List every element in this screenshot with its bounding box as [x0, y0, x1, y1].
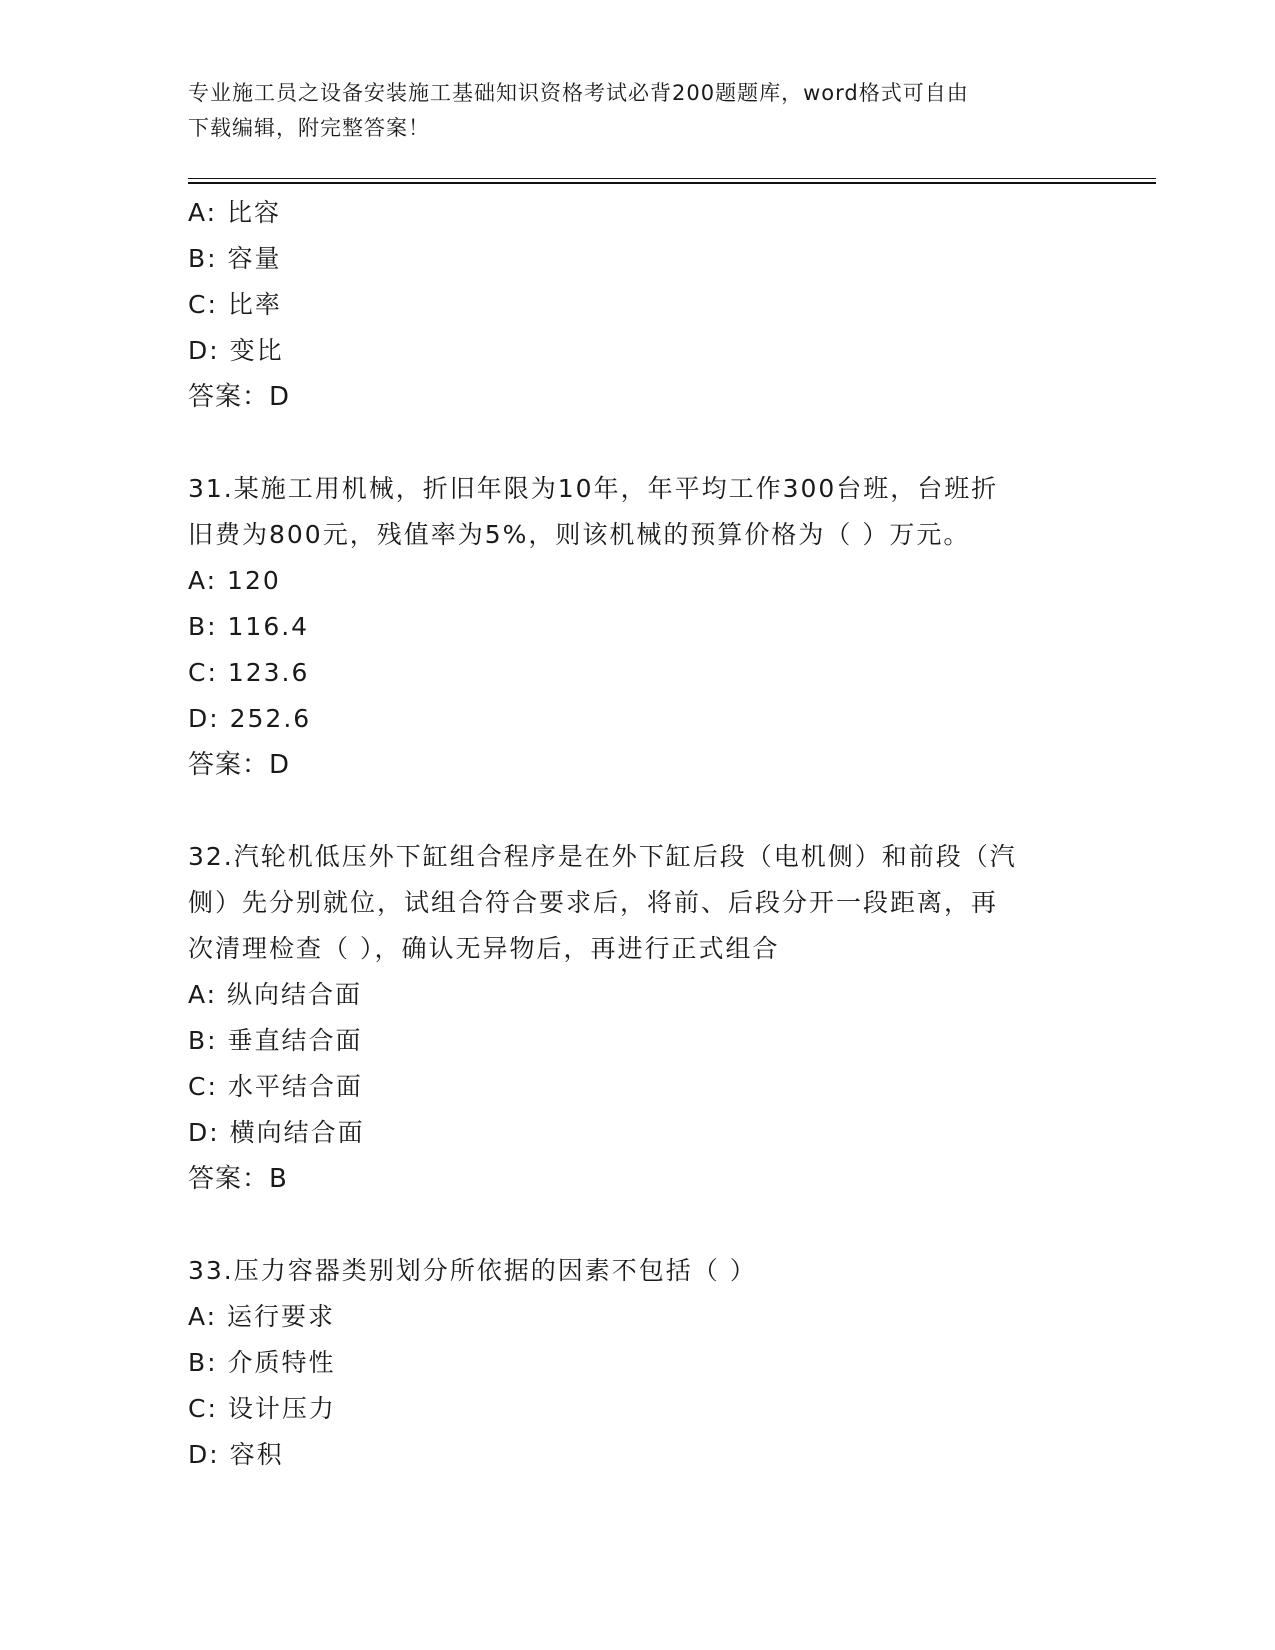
option-b: B: 容量 [188, 244, 282, 273]
option-b: B: 垂直结合面 [188, 1026, 363, 1055]
question-text: 旧费为800元，残值率为5%，则该机械的预算价格为（ ）万元。 [188, 520, 971, 549]
option-a: A: 纵向结合面 [188, 980, 363, 1009]
question-33 [188, 1248, 1088, 1478]
question-text: 33.压力容器类别划分所依据的因素不包括（ ） [188, 1256, 757, 1285]
option-a: A: 比容 [188, 198, 282, 227]
question-31 [188, 466, 1088, 788]
question-32 [188, 834, 1088, 1202]
option-c: C: 123.6 [188, 658, 310, 687]
question-text: 32.汽轮机低压外下缸组合程序是在外下缸后段（电机侧）和前段（汽 [188, 842, 1017, 871]
question-text: 31.某施工用机械，折旧年限为10年，年平均工作300台班，台班折 [188, 474, 999, 503]
option-c: C: 设计压力 [188, 1394, 336, 1423]
option-d: D: 容积 [188, 1440, 284, 1469]
question-text: 侧）先分别就位，试组合符合要求后，将前、后段分开一段距离，再 [188, 888, 999, 917]
header-divider-thin [188, 178, 1156, 179]
document-body [188, 190, 1088, 1478]
option-d: D: 变比 [188, 336, 284, 365]
question-30 [188, 190, 1088, 420]
option-d: D: 252.6 [188, 704, 312, 733]
answer: 答案：D [188, 750, 291, 780]
option-a: A: 120 [188, 566, 281, 595]
option-b: B: 116.4 [188, 612, 310, 641]
question-text: 次清理检查（ ），确认无异物后，再进行正式组合 [188, 934, 780, 963]
option-b: B: 介质特性 [188, 1348, 336, 1377]
option-c: C: 水平结合面 [188, 1072, 363, 1101]
answer: 答案：B [188, 1164, 288, 1194]
header-divider-thick [188, 182, 1156, 184]
answer: 答案：D [188, 382, 291, 412]
header-line-1: 专业施工员之设备安装施工基础知识资格考试必背200题题库，word格式可自由 [188, 81, 969, 105]
option-c: C: 比率 [188, 290, 282, 319]
option-a: A: 运行要求 [188, 1302, 336, 1331]
document-header [188, 76, 1088, 146]
option-d: D: 横向结合面 [188, 1118, 365, 1147]
header-line-2: 下载编辑，附完整答案！ [188, 116, 430, 140]
